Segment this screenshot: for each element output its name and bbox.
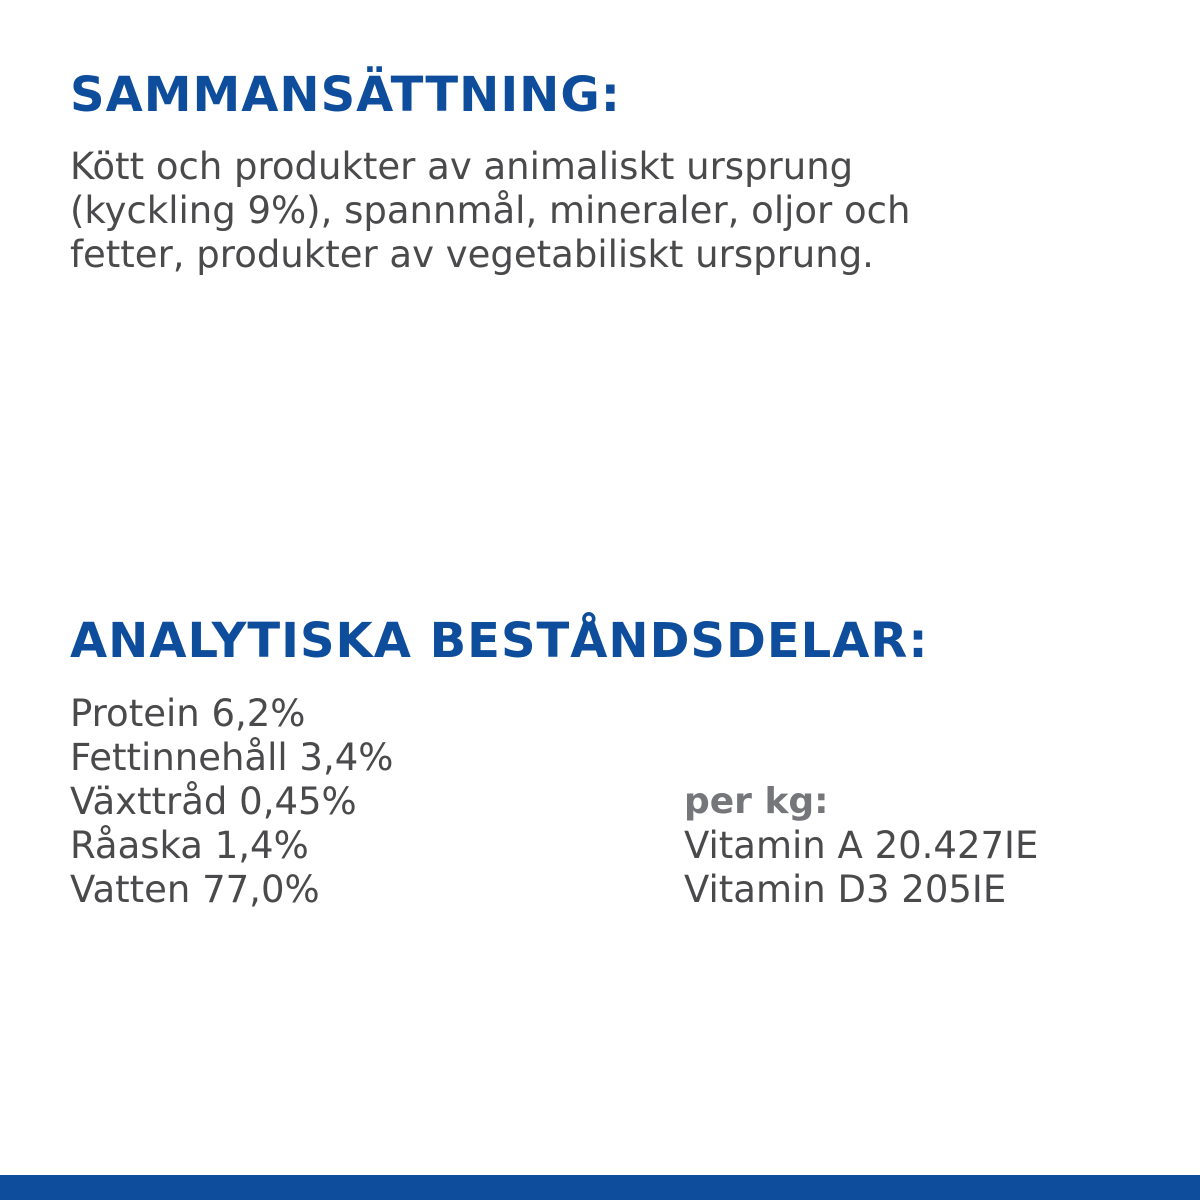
- composition-line: (kyckling 9%), spannmål, mineraler, oljor och: [70, 189, 911, 232]
- bottom-accent-bar: [0, 1175, 1200, 1200]
- vitamin-list: [684, 824, 1038, 912]
- analytical-item-water: Vatten 77,0%: [70, 868, 320, 911]
- analytical-item-fibre: Växttråd 0,45%: [70, 780, 357, 823]
- analytical-item-fat: Fettinnehåll 3,4%: [70, 736, 394, 779]
- composition-line: Kött och produkter av animaliskt ursprung: [70, 145, 854, 188]
- per-kg-label: per kg:: [684, 781, 829, 822]
- vitamin-a-item: Vitamin A 20.427IE: [684, 824, 1039, 867]
- analytical-item-ash: Råaska 1,4%: [70, 824, 309, 867]
- analytical-item-protein: Protein 6,2%: [70, 692, 306, 735]
- per-kg-block: [684, 780, 1038, 912]
- composition-line: fetter, produkter av vegetabiliskt ursprung.: [70, 233, 874, 276]
- composition-heading: SAMMANSÄTTNING:: [70, 67, 621, 123]
- vitamin-d3-item: Vitamin D3 205IE: [684, 868, 1007, 911]
- analytical-heading: ANALYTISKA BESTÅNDSDELAR:: [70, 613, 929, 669]
- composition-text: [70, 145, 910, 277]
- analytical-list: [70, 692, 393, 912]
